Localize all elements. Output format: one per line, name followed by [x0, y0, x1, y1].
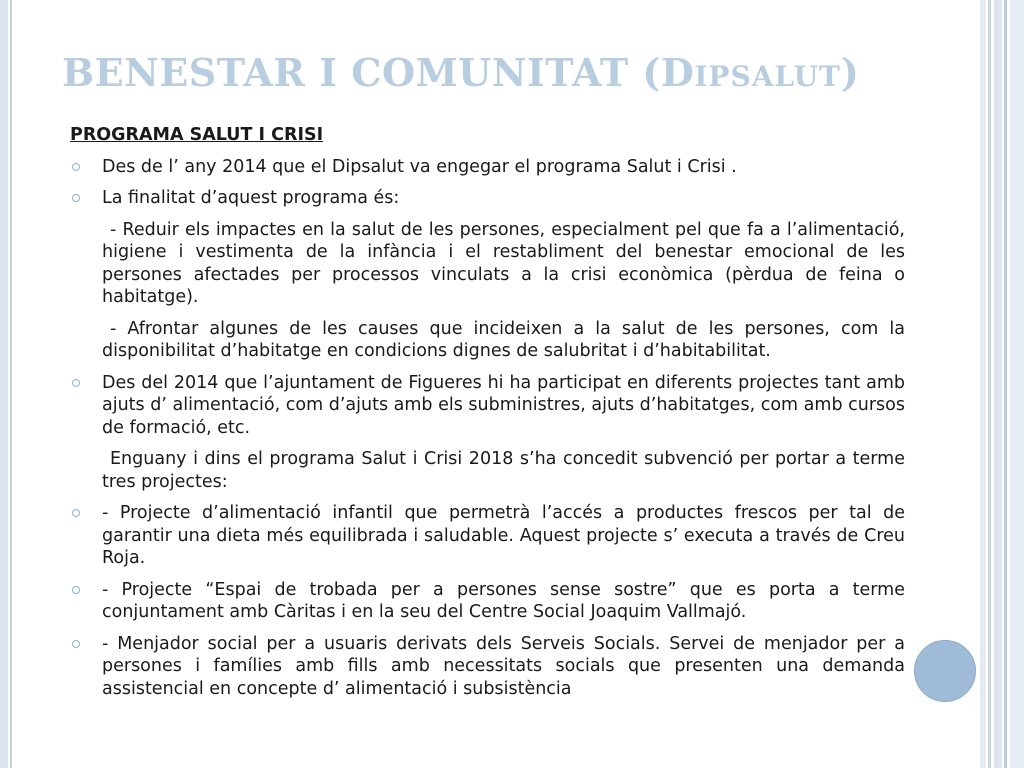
bullet-icon — [72, 379, 80, 387]
item-text: Enguany i dins el programa Salut i Crisi 2018 s’ha concedit subvenció per portar a terme tres projectes: — [102, 449, 905, 492]
bullet-icon — [72, 640, 80, 648]
title-d: D — [660, 50, 695, 95]
section-heading: PROGRAMA SALUT I CRISI — [70, 125, 324, 145]
slide-title — [62, 50, 942, 95]
title-small-caps: IPSALUT — [694, 60, 841, 93]
list-item — [70, 219, 905, 309]
slide-body — [70, 124, 905, 709]
item-text: - Afrontar algunes de les causes que incideixen a la salut de les persones, com la disponibilitat d’habitatge en condicions dignes de salubritat i d’habitabilitat. — [102, 318, 905, 361]
item-text: La finalitat d’aquest programa és: — [102, 188, 400, 208]
list-item — [70, 187, 905, 210]
item-text: - Projecte “Espai de trobada per a persones sense sostre” que es porta a terme conjuntament amb Càritas i en la seu del Centre Social Joaquim Vallmajó. — [102, 579, 905, 622]
bullet-icon — [72, 194, 80, 202]
left-frame-bar — [0, 0, 8, 768]
list-item — [70, 502, 905, 570]
bullet-icon — [72, 163, 80, 171]
list-item — [70, 579, 905, 624]
list-item — [70, 156, 905, 179]
item-text: Des del 2014 que l’ajuntament de Figueres hi ha participat en diferents projectes tant amb ajuts d’ alimentació, com d’ajuts amb els subministres, ajuts d’habitatges, com amb cursos de formació, etc. — [102, 372, 905, 438]
item-text: - Projecte d’alimentació infantil que permetrà l’accés a productes frescos per tal de garantir una dieta més equilibrada i saludable. Aquest projecte s’ executa a través de Creu Roja. — [102, 503, 905, 568]
item-text: Des de l’ any 2014 que el Dipsalut va engegar el programa Salut i Crisi . — [102, 156, 737, 177]
item-text: - Menjador social per a usuaris derivats dels Serveis Socials. Servei de menjador per a persones i famílies amb fills amb necessitats socials que presenten una demanda assistencial en concepte d’ alimentació i subsistència — [102, 633, 905, 699]
bullet-icon — [72, 509, 80, 517]
list-item — [70, 448, 905, 493]
right-frame-bars — [980, 0, 1024, 768]
left-frame-line — [10, 0, 12, 768]
title-end: ) — [840, 50, 860, 95]
list-item — [70, 318, 905, 363]
decorative-circle — [914, 640, 976, 702]
list-item — [70, 372, 905, 440]
item-text: - Reduir els impactes en la salut de les persones, especialment pel que fa a l’alimentació, higiene i vestimenta de la infància i el restabliment del benestar emocional de les persones afectades per processos vinculats a la crisi econòmica (pèrdua de feina o habitatge). — [102, 219, 905, 307]
list-item — [70, 633, 905, 701]
title-main: BENESTAR I COMUNITAT ( — [62, 50, 661, 95]
bullet-icon — [72, 586, 80, 594]
